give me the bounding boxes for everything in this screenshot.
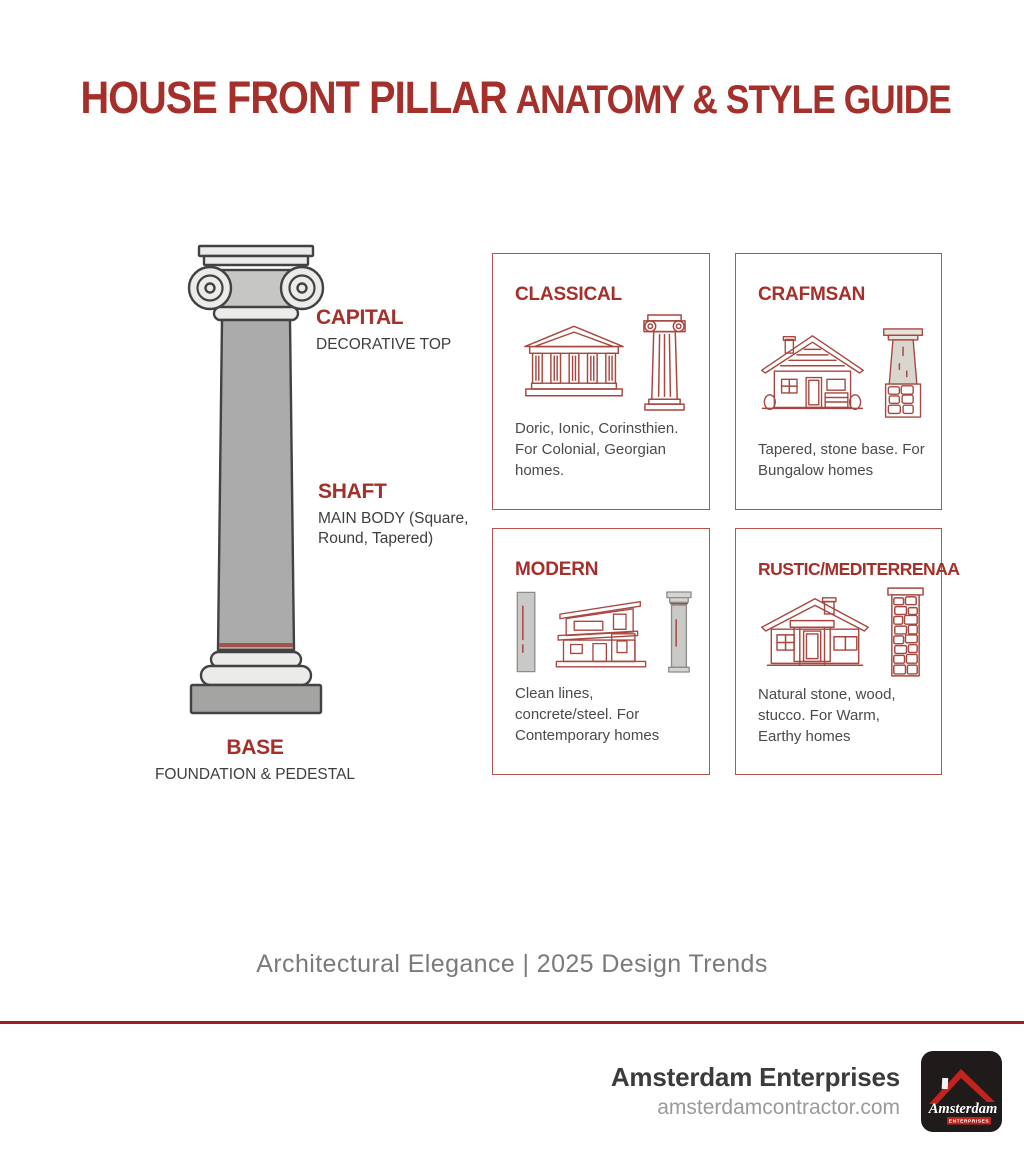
style-cards-grid	[492, 253, 960, 775]
company-website: amsterdamcontractor.com	[657, 1096, 900, 1119]
style-card-rustic	[735, 528, 960, 775]
style-card-modern	[492, 528, 710, 775]
craftsman-card-title: CRAFMSAN	[758, 284, 866, 305]
modern-house-icon	[551, 592, 651, 672]
footer-company-block	[611, 1062, 900, 1120]
classical-card-description: Doric, Ionic, Corinsthien. For Colonial, Georgian homes.	[515, 420, 679, 479]
rustic-house-icon	[758, 588, 872, 676]
base-label: BASE	[226, 736, 284, 759]
rustic-card-icons	[758, 580, 929, 684]
company-logo	[921, 1051, 1002, 1132]
company-logo-icon	[921, 1051, 1002, 1132]
greek-temple-icon	[521, 323, 627, 401]
logo-subtext: ENTERPRISES	[948, 1119, 990, 1125]
steel-column-icon	[665, 588, 693, 676]
shaft-description: MAIN BODY (Square, Round, Tapered)	[318, 510, 469, 548]
modern-card-icons	[515, 581, 697, 683]
craftsman-card-description: Tapered, stone base. For Bungalow homes	[758, 441, 925, 479]
base-description: FOUNDATION & PEDESTAL	[154, 766, 356, 783]
modern-card-description: Clean lines, concrete/steel. For Contemporary homes	[515, 685, 660, 744]
capital-description: DECORATIVE TOP	[316, 336, 452, 353]
concrete-pillar-icon	[515, 588, 537, 676]
style-card-classical	[492, 253, 710, 510]
style-card-craftsman	[735, 253, 942, 510]
tagline: Architectural Elegance | 2025 Design Trends	[256, 950, 768, 978]
rustic-card-title: RUSTIC/MEDITERRENAA	[758, 559, 960, 579]
base-label-group	[150, 736, 360, 785]
modern-card-title: MODERN	[515, 559, 599, 580]
rustic-card-description: Natural stone, wood, stucco. For Warm, Earthy homes	[758, 686, 896, 745]
classical-card-title: CLASSICAL	[515, 284, 622, 305]
capital-label: CAPITAL	[316, 306, 404, 329]
logo-wordmark: Amsterdam	[928, 1101, 998, 1117]
pillar-anatomy-icon	[184, 240, 330, 722]
craftsman-card-icons	[758, 306, 929, 439]
shaft-label-group	[318, 480, 474, 550]
title-main: HOUSE FRONT PILLAR	[80, 72, 507, 123]
ionic-column-icon	[641, 313, 688, 411]
red-divider	[0, 1021, 1024, 1024]
company-name: Amsterdam Enterprises	[610, 1062, 900, 1092]
stone-pillar-icon	[886, 586, 925, 678]
title-sub: ANATOMY & STYLE GUIDE	[515, 78, 951, 122]
tapered-stone-base-column-icon	[881, 324, 925, 422]
classical-card-icons	[515, 306, 697, 418]
page-title	[65, 72, 966, 124]
bungalow-house-icon	[758, 327, 867, 419]
capital-label-group	[316, 306, 451, 355]
shaft-label: SHAFT	[318, 480, 387, 503]
